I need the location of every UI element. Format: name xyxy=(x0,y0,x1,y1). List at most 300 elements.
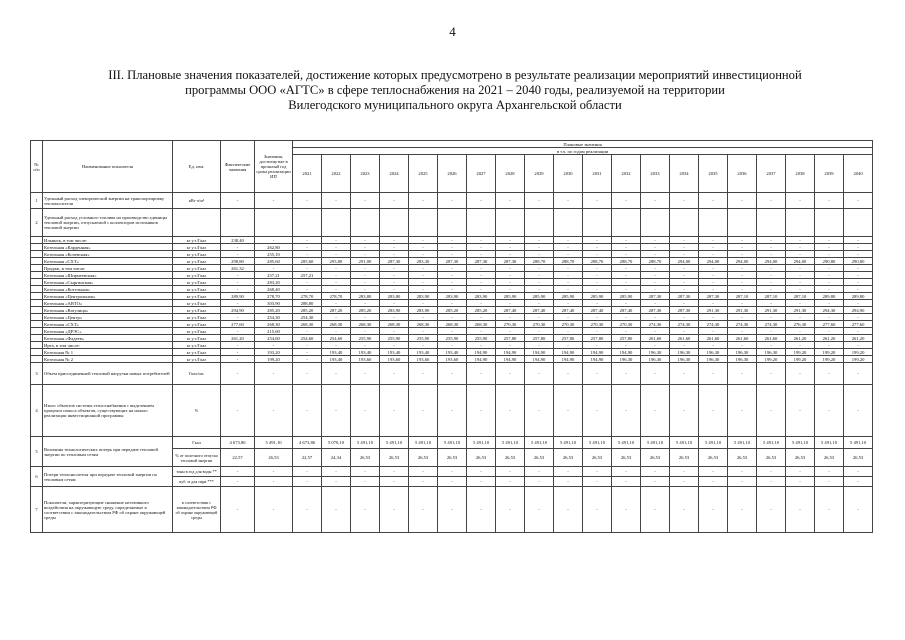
row-value: - xyxy=(699,385,728,437)
row-value: 193,60 xyxy=(438,356,467,363)
row-value: - xyxy=(815,251,844,258)
row-value: - xyxy=(322,487,351,533)
row-value: - xyxy=(380,272,409,279)
row-value: - xyxy=(293,251,322,258)
row-value: - xyxy=(583,279,612,286)
header-year-2039: 2039 xyxy=(815,155,844,193)
row-value: - xyxy=(583,265,612,272)
row-value: - xyxy=(728,385,757,437)
row-value: - xyxy=(293,265,322,272)
row-value: - xyxy=(757,286,786,293)
row-value: - xyxy=(844,487,873,533)
row-value: - xyxy=(670,385,699,437)
row-value: 196,30 xyxy=(670,356,699,363)
row-value: - xyxy=(438,328,467,335)
row-value: - xyxy=(641,477,670,487)
row-actual: - xyxy=(221,244,255,251)
row-value: 261,60 xyxy=(699,335,728,342)
row-value: - xyxy=(612,286,641,293)
row-value: 291,30 xyxy=(757,307,786,314)
row-value: - xyxy=(757,237,786,244)
row-achieved: 254,30 xyxy=(255,314,293,321)
row-value: - xyxy=(728,477,757,487)
row-number xyxy=(31,300,43,307)
row-value: - xyxy=(612,385,641,437)
row-value: - xyxy=(786,477,815,487)
row-value: - xyxy=(815,193,844,209)
row-value: 283,90 xyxy=(409,307,438,314)
row-value: - xyxy=(322,477,351,487)
row-value: - xyxy=(844,467,873,477)
row-value: - xyxy=(728,363,757,385)
row-number: 5 xyxy=(31,437,43,467)
row-value: - xyxy=(525,342,554,349)
row-value: - xyxy=(438,487,467,533)
row-actual: - xyxy=(221,342,255,349)
table-row xyxy=(31,258,873,265)
row-value: 270,30 xyxy=(583,321,612,328)
row-value: 276,30 xyxy=(786,321,815,328)
row-value: 26,53 xyxy=(641,449,670,467)
row-value: - xyxy=(525,328,554,335)
row-value: 287,30 xyxy=(641,293,670,300)
row-value: - xyxy=(554,279,583,286)
row-value: 288,80 xyxy=(293,300,322,307)
row-value: 274,30 xyxy=(641,321,670,328)
row-value xyxy=(467,209,496,237)
row-actual: - xyxy=(221,286,255,293)
row-value: - xyxy=(699,477,728,487)
table-row xyxy=(31,300,873,307)
row-value: 193,40 xyxy=(351,349,380,356)
row-value: - xyxy=(699,300,728,307)
row-value: 5 491,10 xyxy=(438,437,467,449)
row-value: - xyxy=(525,272,554,279)
header-year-2031: 2031 xyxy=(583,155,612,193)
row-value: - xyxy=(844,477,873,487)
header-year-2023: 2023 xyxy=(351,155,380,193)
row-value: - xyxy=(844,237,873,244)
row-value: 294,30 xyxy=(815,307,844,314)
row-value: - xyxy=(467,279,496,286)
row-value: - xyxy=(699,328,728,335)
header-actual: Фактические значения xyxy=(221,141,255,193)
table-row xyxy=(31,487,873,533)
row-number: 3 xyxy=(31,363,43,385)
row-unit: % от полезного отпуска тепловой энергии xyxy=(173,449,221,467)
row-value: 287,30 xyxy=(496,258,525,265)
row-actual: 277,60 xyxy=(221,321,255,328)
row-value: - xyxy=(844,342,873,349)
row-value: - xyxy=(380,279,409,286)
row-value: - xyxy=(757,467,786,477)
row-value: - xyxy=(757,265,786,272)
row-value: - xyxy=(641,237,670,244)
row-value: - xyxy=(554,237,583,244)
row-value: - xyxy=(409,363,438,385)
row-value: 285,20 xyxy=(438,307,467,314)
row-value: 194,90 xyxy=(467,349,496,356)
row-value: 287,10 xyxy=(757,293,786,300)
row-value: - xyxy=(815,244,844,251)
row-achieved: 283,20 xyxy=(255,279,293,286)
header-year-2022: 2022 xyxy=(322,155,351,193)
row-value: 285,90 xyxy=(525,293,554,300)
row-value: 288,70 xyxy=(554,258,583,265)
row-value: 196,30 xyxy=(699,349,728,356)
row-actual: - xyxy=(221,193,255,209)
row-value: 194,90 xyxy=(583,349,612,356)
header-unit: Ед. изм. xyxy=(173,141,221,193)
row-value xyxy=(583,209,612,237)
row-value: 261,60 xyxy=(670,335,699,342)
row-value: 283,90 xyxy=(380,307,409,314)
row-unit: куб. м для пара *** xyxy=(173,477,221,487)
row-value: - xyxy=(322,314,351,321)
row-value: - xyxy=(496,314,525,321)
row-value: - xyxy=(815,467,844,477)
row-value: 5 491,10 xyxy=(699,437,728,449)
row-number xyxy=(31,237,43,244)
row-number xyxy=(31,265,43,272)
row-value xyxy=(786,209,815,237)
row-achieved: - xyxy=(255,265,293,272)
header-year-2024: 2024 xyxy=(380,155,409,193)
row-unit: кг у.т./Гкал xyxy=(173,300,221,307)
row-value: - xyxy=(496,251,525,258)
row-value: 261,20 xyxy=(786,335,815,342)
row-value: - xyxy=(380,286,409,293)
row-value: - xyxy=(438,251,467,258)
row-value: - xyxy=(786,279,815,286)
row-achieved: 262,80 xyxy=(255,244,293,251)
row-value: - xyxy=(699,237,728,244)
row-value: 268,30 xyxy=(351,321,380,328)
row-number: 2 xyxy=(31,209,43,237)
row-value: - xyxy=(409,272,438,279)
row-value: - xyxy=(293,385,322,437)
row-value: 193,40 xyxy=(409,349,438,356)
row-value: 268,30 xyxy=(409,321,438,328)
row-value: - xyxy=(351,279,380,286)
row-value: - xyxy=(409,286,438,293)
row-actual: - xyxy=(221,314,255,321)
row-value: 26,53 xyxy=(467,449,496,467)
row-value: 5 491,10 xyxy=(409,437,438,449)
row-number: 6 xyxy=(31,467,43,487)
row-value: - xyxy=(496,342,525,349)
row-value: - xyxy=(612,244,641,251)
table-row xyxy=(31,385,873,437)
row-unit: кг у.т./Гкал xyxy=(173,272,221,279)
row-value: - xyxy=(786,251,815,258)
row-value: 283,80 xyxy=(380,293,409,300)
row-value: - xyxy=(815,477,844,487)
row-value xyxy=(699,209,728,237)
header-name: Наименование показателя xyxy=(43,141,173,193)
row-value: - xyxy=(293,328,322,335)
row-value: - xyxy=(699,251,728,258)
row-value: - xyxy=(670,328,699,335)
row-value: 257,80 xyxy=(525,335,554,342)
table-row xyxy=(31,356,873,363)
row-value xyxy=(380,209,409,237)
row-number xyxy=(31,349,43,356)
row-value: 285,90 xyxy=(612,293,641,300)
row-value: - xyxy=(844,286,873,293)
row-value: 194,90 xyxy=(496,356,525,363)
row-value: 4 673,86 xyxy=(293,437,322,449)
row-value: 274,30 xyxy=(757,321,786,328)
row-value: 5 491,10 xyxy=(380,437,409,449)
row-value: 283,80 xyxy=(351,293,380,300)
row-value: - xyxy=(612,237,641,244)
row-value: - xyxy=(380,244,409,251)
row-value: - xyxy=(293,349,322,356)
row-value: - xyxy=(467,363,496,385)
row-value: 294,90 xyxy=(844,307,873,314)
row-value: - xyxy=(380,265,409,272)
table-row xyxy=(31,467,873,477)
row-value: - xyxy=(554,300,583,307)
row-value: 255,90 xyxy=(467,335,496,342)
row-value: - xyxy=(583,251,612,258)
row-actual: - xyxy=(221,363,255,385)
row-value: - xyxy=(438,300,467,307)
row-value: - xyxy=(757,279,786,286)
row-value xyxy=(844,209,873,237)
row-value: - xyxy=(409,279,438,286)
row-value: 194,90 xyxy=(467,356,496,363)
row-number xyxy=(31,244,43,251)
row-value: - xyxy=(786,237,815,244)
row-achieved: 285,20 xyxy=(255,307,293,314)
row-achieved: - xyxy=(255,363,293,385)
row-value: - xyxy=(293,342,322,349)
row-value: 291,30 xyxy=(728,307,757,314)
row-value xyxy=(293,209,322,237)
row-value: - xyxy=(728,342,757,349)
row-value: - xyxy=(612,477,641,487)
row-value: 5 491,10 xyxy=(496,437,525,449)
row-value: 291,00 xyxy=(351,258,380,265)
row-name: Удельный расход электрической энергии на транспортировку теплоносителя xyxy=(43,193,173,209)
row-value: 287,30 xyxy=(670,307,699,314)
row-value: 5 491,10 xyxy=(815,437,844,449)
row-value: 288,70 xyxy=(641,258,670,265)
row-value: - xyxy=(322,272,351,279)
table-row xyxy=(31,244,873,251)
row-value: - xyxy=(583,300,612,307)
row-value: - xyxy=(438,385,467,437)
row-value: - xyxy=(351,244,380,251)
row-unit: кг у.т./Гкал xyxy=(173,307,221,314)
row-unit: кг у.т./Гкал xyxy=(173,251,221,258)
row-value: 194,90 xyxy=(583,356,612,363)
table-row xyxy=(31,286,873,293)
row-value: - xyxy=(496,279,525,286)
row-value: - xyxy=(815,237,844,244)
row-value: - xyxy=(699,363,728,385)
row-value xyxy=(728,209,757,237)
row-value: - xyxy=(815,363,844,385)
row-value: - xyxy=(525,487,554,533)
row-value: - xyxy=(757,385,786,437)
row-value: - xyxy=(351,385,380,437)
row-value: - xyxy=(670,193,699,209)
row-value: - xyxy=(670,244,699,251)
row-value: - xyxy=(438,314,467,321)
row-value: - xyxy=(554,487,583,533)
row-value: 255,90 xyxy=(438,335,467,342)
row-name: Котельная «Центр» xyxy=(43,314,173,321)
row-value: 289,80 xyxy=(815,293,844,300)
table-row xyxy=(31,349,873,356)
row-value: - xyxy=(786,363,815,385)
row-achieved: - xyxy=(255,342,293,349)
row-value: 287,30 xyxy=(641,307,670,314)
row-value: - xyxy=(322,328,351,335)
row-value: - xyxy=(409,300,438,307)
row-value: - xyxy=(583,385,612,437)
row-value: - xyxy=(409,244,438,251)
row-name: Котельная «АВТО» xyxy=(43,300,173,307)
row-number xyxy=(31,321,43,328)
row-value: 196,30 xyxy=(641,349,670,356)
row-value: 254,60 xyxy=(293,335,322,342)
row-value: - xyxy=(612,328,641,335)
row-value: - xyxy=(554,193,583,209)
row-value: - xyxy=(699,279,728,286)
row-value: - xyxy=(641,193,670,209)
row-value: - xyxy=(757,251,786,258)
row-value: 287,30 xyxy=(670,293,699,300)
row-value: - xyxy=(786,193,815,209)
row-value: - xyxy=(786,244,815,251)
row-value: 294,00 xyxy=(786,258,815,265)
row-value: 26,53 xyxy=(554,449,583,467)
row-value: - xyxy=(525,300,554,307)
row-value: - xyxy=(438,244,467,251)
row-value: - xyxy=(728,487,757,533)
row-value: - xyxy=(496,237,525,244)
row-value: - xyxy=(293,279,322,286)
row-value: - xyxy=(786,300,815,307)
row-name: Ирта, в том числе: xyxy=(43,342,173,349)
row-value: - xyxy=(409,265,438,272)
row-value: - xyxy=(670,467,699,477)
row-name: Котельная «Котельная» xyxy=(43,286,173,293)
row-value: 199,20 xyxy=(757,356,786,363)
row-value xyxy=(670,209,699,237)
row-value: - xyxy=(757,328,786,335)
row-value: - xyxy=(699,342,728,349)
row-actual: 289,90 xyxy=(221,293,255,300)
row-value: - xyxy=(525,251,554,258)
row-value: - xyxy=(525,244,554,251)
row-value: 26,53 xyxy=(380,449,409,467)
row-value: - xyxy=(815,272,844,279)
row-value: 193,60 xyxy=(409,356,438,363)
row-value: - xyxy=(409,251,438,258)
row-value: - xyxy=(583,342,612,349)
row-achieved: - xyxy=(255,487,293,533)
row-achieved: 268,40 xyxy=(255,286,293,293)
row-value: - xyxy=(612,193,641,209)
row-number xyxy=(31,307,43,314)
row-value: 287,30 xyxy=(438,258,467,265)
row-value: 288,70 xyxy=(583,258,612,265)
row-value: - xyxy=(409,477,438,487)
row-value: - xyxy=(554,342,583,349)
row-value: - xyxy=(699,286,728,293)
row-value: 194,90 xyxy=(525,356,554,363)
row-value: - xyxy=(438,272,467,279)
row-value: - xyxy=(641,286,670,293)
row-value: 283,90 xyxy=(438,293,467,300)
row-value: 26,53 xyxy=(525,449,554,467)
row-value: - xyxy=(380,363,409,385)
row-value: - xyxy=(728,251,757,258)
row-actual: - xyxy=(221,328,255,335)
row-number xyxy=(31,286,43,293)
row-value: - xyxy=(322,363,351,385)
row-value: - xyxy=(467,477,496,487)
row-unit xyxy=(173,209,221,237)
row-value: - xyxy=(351,193,380,209)
row-value: 26,53 xyxy=(496,449,525,467)
row-value: - xyxy=(612,487,641,533)
row-value: 196,30 xyxy=(641,356,670,363)
row-number: 7 xyxy=(31,487,43,533)
header-year-2027: 2027 xyxy=(467,155,496,193)
row-name: Величина технологических потерь при передаче тепловой энергии по тепловым сетям xyxy=(43,437,173,467)
row-value: 277,60 xyxy=(815,321,844,328)
row-value: 283,90 xyxy=(467,293,496,300)
row-value: - xyxy=(554,251,583,258)
row-value: - xyxy=(815,328,844,335)
row-unit: кг у.т./Гкал xyxy=(173,342,221,349)
table-row xyxy=(31,335,873,342)
row-value: 26,53 xyxy=(612,449,641,467)
row-value: 199,20 xyxy=(844,349,873,356)
table-row xyxy=(31,293,873,300)
row-value: - xyxy=(525,314,554,321)
row-value: 285,20 xyxy=(293,307,322,314)
row-unit: кг у.т./Гкал xyxy=(173,279,221,286)
table-row xyxy=(31,342,873,349)
row-name: Котельная «Фадеев» xyxy=(43,335,173,342)
row-value: - xyxy=(496,193,525,209)
row-value: 199,20 xyxy=(815,356,844,363)
header-year-2034: 2034 xyxy=(670,155,699,193)
row-value: 283,90 xyxy=(409,293,438,300)
row-value: - xyxy=(554,467,583,477)
row-value: - xyxy=(496,265,525,272)
row-value: 285,90 xyxy=(583,293,612,300)
row-number xyxy=(31,356,43,363)
table-row xyxy=(31,279,873,286)
row-value: 193,60 xyxy=(351,356,380,363)
row-actual: - xyxy=(221,356,255,363)
row-value: 270,30 xyxy=(496,321,525,328)
row-value: 287,20 xyxy=(322,307,351,314)
row-value: - xyxy=(728,314,757,321)
row-value: - xyxy=(496,328,525,335)
document-title xyxy=(40,68,870,113)
row-unit: кг у.т./Гкал xyxy=(173,293,221,300)
row-value: - xyxy=(467,286,496,293)
